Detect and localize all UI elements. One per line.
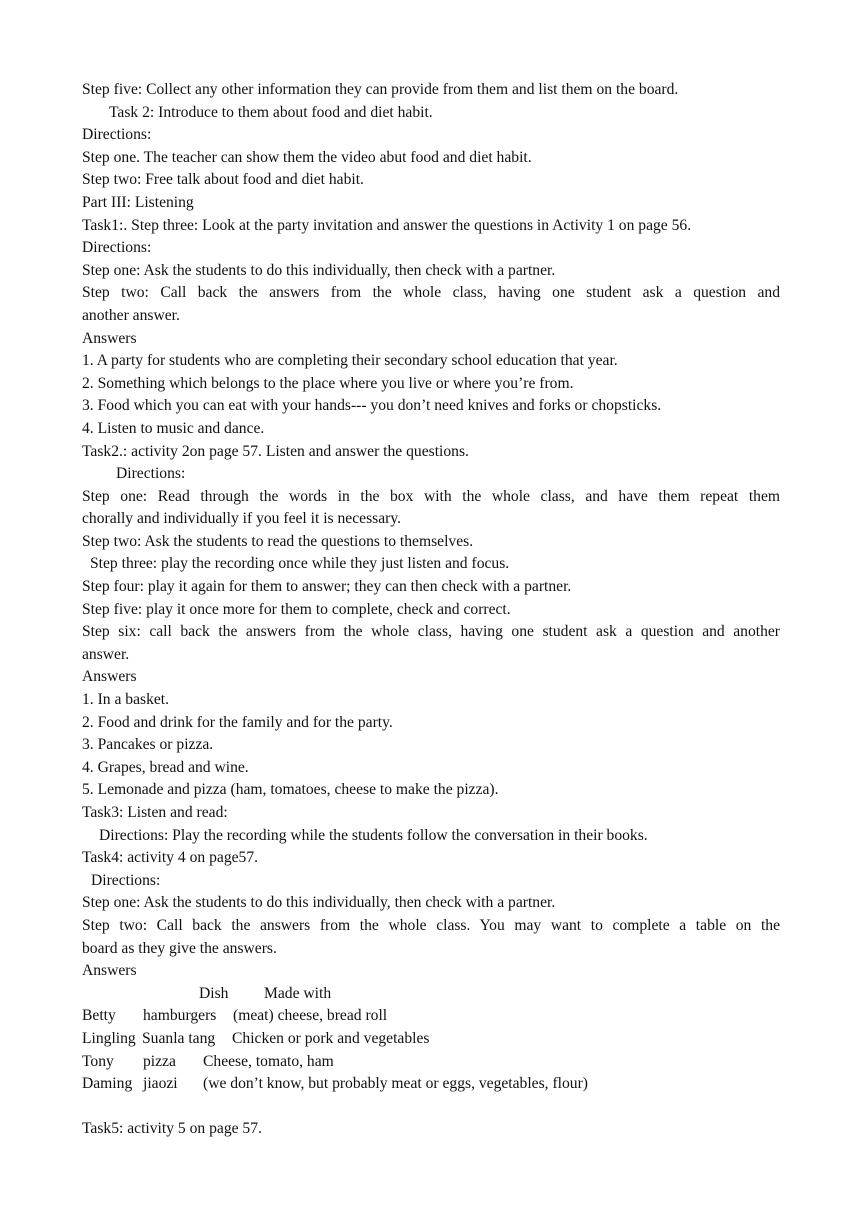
step-text: Step one: Read through the words in the box with the whole class, and have them repeat them: [82, 487, 780, 505]
step-text-continued: another answer.: [82, 306, 180, 324]
dish-table-header: [82, 983, 780, 1006]
step-text: Step two: Free talk about food and diet habit.: [82, 171, 364, 189]
step-five-text: Step five: Collect any other information they can provide from them and list them on the board.: [82, 81, 679, 98]
dish-name: Suanla tang: [142, 1029, 216, 1047]
answer-item: 2. Something which belongs to the place where you live or where you’re from.: [82, 374, 574, 392]
directions-label: Directions:: [82, 239, 152, 257]
answer-item: 1. In a basket.: [82, 691, 170, 709]
directions-label: Directions:: [82, 126, 152, 144]
table-row: [82, 1028, 780, 1051]
step-text: Step four: play it again for them to answer; they can then check with a partner.: [82, 578, 572, 596]
part-iii-heading: Part III: Listening: [82, 193, 194, 211]
step-text: Step one: Ask the students to do this individually, then check with a partner.: [82, 894, 556, 912]
ingredients: (we don’t know, but probably meat or eggs, vegetables, flour): [203, 1075, 588, 1093]
ingredients: (meat) cheese, bread roll: [233, 1007, 388, 1025]
dish-name: pizza: [143, 1052, 176, 1070]
made-with-column-header: Made with: [264, 984, 332, 1002]
student-name: Tony: [82, 1052, 114, 1070]
document-page: [82, 79, 780, 1141]
step-text: Step two: Call back the answers from the whole class, having one student ask a question and: [82, 284, 780, 302]
table-row: [82, 1073, 780, 1096]
answers-label: Answers: [82, 962, 137, 980]
answer-item: 4. Listen to music and dance.: [82, 419, 265, 437]
step-text: Step one. The teacher can show them the video abut food and diet habit.: [82, 148, 532, 166]
step-text: Step two: Ask the students to read the questions to themselves.: [82, 532, 474, 550]
step-text-continued: answer.: [82, 645, 130, 663]
task-1-heading: Task1:. Step three: Look at the party invitation and answer the questions in Activity 1 on page 56.: [82, 216, 692, 234]
task-3-heading: Task3: Listen and read:: [82, 804, 228, 821]
step-text: Step three: play the recording once while they just listen and focus.: [90, 555, 510, 573]
task-2-heading: Task 2: Introduce to them about food and diet habit.: [109, 103, 433, 121]
directions-label: Directions:: [116, 465, 186, 483]
answer-item: 2. Food and drink for the family and for the party.: [82, 713, 393, 731]
answer-item: 4. Grapes, bread and wine.: [82, 758, 249, 776]
task-4-heading: Task4: activity 4 on page57.: [82, 849, 259, 867]
student-name: Lingling: [82, 1029, 136, 1047]
task-2-heading: Task2.: activity 2on page 57. Listen and answer the questions.: [82, 442, 469, 460]
answers-label: Answers: [82, 329, 137, 347]
blank-line: [82, 1096, 780, 1119]
student-name: Daming: [82, 1075, 133, 1093]
step-text-continued: board as they give the answers.: [82, 939, 277, 957]
answer-item: 3. Food which you can eat with your hands--- you don’t need knives and forks or chopsticks.: [82, 397, 662, 415]
ingredients: Chicken or pork and vegetables: [232, 1029, 430, 1047]
table-row: [82, 1005, 780, 1028]
step-text: Step five: play it once more for them to complete, check and correct.: [82, 600, 511, 618]
student-name: Betty: [82, 1007, 116, 1025]
step-text: Step two: Call back the answers from the whole class. You may want to complete a table on the: [82, 916, 780, 934]
directions-text: Directions: Play the recording while the students follow the conversation in their books.: [99, 826, 648, 844]
dish-column-header: Dish: [199, 984, 229, 1002]
directions-label: Directions:: [91, 871, 161, 889]
ingredients: Cheese, tomato, ham: [203, 1052, 334, 1070]
dish-name: hamburgers: [143, 1007, 217, 1025]
table-row: [82, 1051, 780, 1074]
step-text-continued: chorally and individually if you feel it is necessary.: [82, 510, 402, 528]
dish-name: jiaozi: [143, 1075, 178, 1093]
answer-item: 3. Pancakes or pizza.: [82, 736, 214, 754]
task-5-heading: Task5: activity 5 on page 57.: [82, 1120, 262, 1138]
answer-item: 1. A party for students who are completing their secondary school education that year.: [82, 352, 618, 370]
answers-label: Answers: [82, 668, 137, 686]
step-text: Step one: Ask the students to do this individually, then check with a partner.: [82, 261, 556, 279]
step-text: Step six: call back the answers from the whole class, having one student ask a question and another: [82, 623, 780, 641]
answer-item: 5. Lemonade and pizza (ham, tomatoes, cheese to make the pizza).: [82, 781, 499, 799]
